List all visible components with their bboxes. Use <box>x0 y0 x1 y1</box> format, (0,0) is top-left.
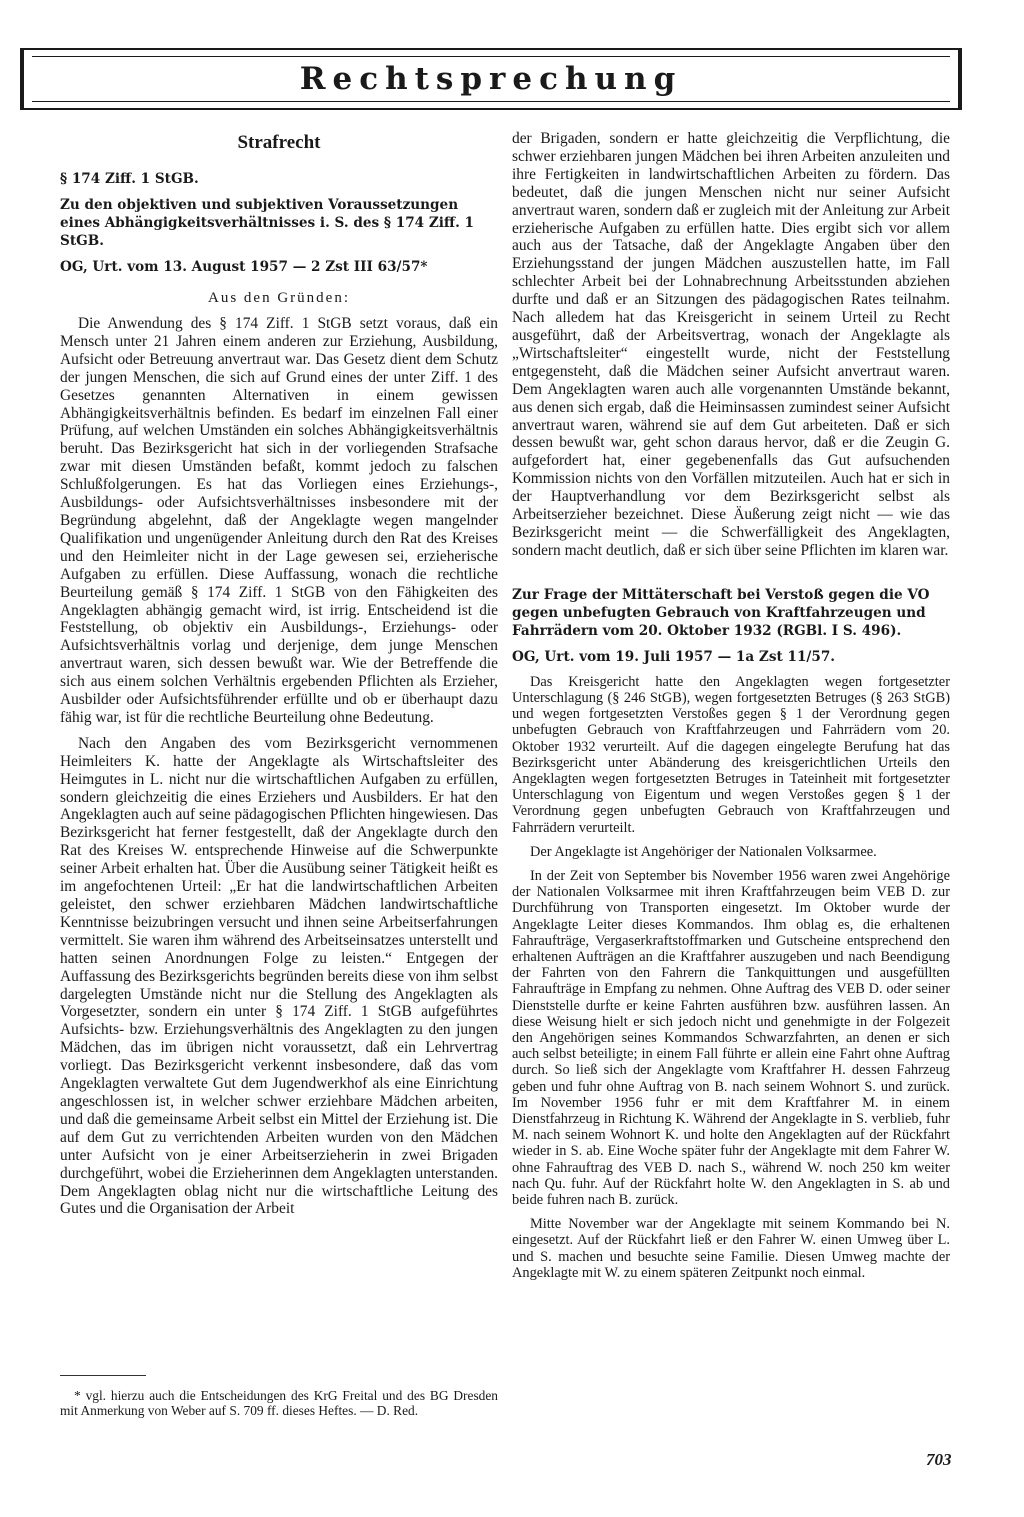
case2-paragraph-2: Der Angeklagte ist Angehöriger der Nationalen Volksarmee. <box>530 843 877 860</box>
footnote-rule <box>60 1375 146 1376</box>
right-column <box>512 130 950 1289</box>
left-column <box>60 126 498 1226</box>
case2-court-citation: OG, Urt. vom 19. Juli 1957 — 1a Zst 11/57. <box>512 648 836 665</box>
footnote: * vgl. hierzu auch die Entscheidungen des KrG Freital und des BG Dresden mit Anmerkung von Weber auf S. 709 ff. dieses Heftes. — D. Red. <box>60 1388 498 1418</box>
case1-headnote: Zu den objektiven und subjektiven Voraussetzungen eines Abhängigkeitsverhältnisses i. S. des § 174 Ziff. 1 StGB. <box>60 197 475 249</box>
case1-court-citation: OG, Urt. vom 13. August 1957 — 2 Zst III 63/57* <box>60 259 428 275</box>
case2-paragraph-1: Das Kreisgericht hatte den Angeklagten wegen fortgesetzter Unterschlagung (§ 246 StGB), wegen fortgesetzten Betruges (§ 263 StGB) und wegen fortgesetzten Verstoßes gegen § 1 der Verordnung gegen unbefugten Gebrauch von Kraftfahrzeugen und Fahrrädern vom 20. Oktober 1932 verurteilt. Auf die dagegen eingelegte Berufung hat das Bezirksgericht unter Abänderung des kreisgerichtlichen Urteils den Angeklagten wegen fortgesetzten Betruges in Tateinheit mit fortgesetzter Unterschlagung von Eigentum und wegen Verstoßes gegen § 1 der Verordnung gegen unbefugten Gebrauch von Kraftfahrzeugen und Fahrrädern verurteilt. <box>512 673 950 836</box>
case2-paragraph-3: In der Zeit von September bis November 1956 waren zwei Angehörige der Nationalen Volksarmee mit ihren Kraftfahrzeugen beim VEB D. zur Durchführung von Transporten eingesetzt. Im Oktober wurde der Angeklagte Leiter dieses Kommandos. Ihm oblag es, die erhaltenen Fahraufträge, Vergaserkraftstoffmarken und Gutscheine entsprechend den erhaltenen Aufträgen an die Kraftfahrer auszugeben und nach Beendigung der Fahrten von den Fahrern die Tankquittungen und ausgefüllten Fahraufträge in Empfang zu nehmen. Ohne Auftrag des VEB D. oder seiner Dienststelle durfte er keine Fahrten ausführen bzw. ausführen lassen. An diese Weisung hielt er sich jedoch nicht und genehmigte in der Folgezeit den Angehörigen seines Kommandos Schwarzfahrten, an denen er sich auch selbst beteiligte; in einem Fall führte er allein eine Fahrt ohne Auftrag durch. So ließ sich der Angeklagte vom Kraftfahrer H. dessen Fahrzeug geben und fuhr ohne Auftrag von B. nach seinem Wohnort S. und zurück. Im November 1956 fuhr er mit dem Kraftfahrer M. in einem Dienstfahrzeug in Richtung K. Während der Angeklagte in S. verblieb, fuhr M. nach seinem Wohnort K. und holte den Angeklagten auf der Rückfahrt wieder in S. ab. Eine Woche später fuhr der Angeklagte mit dem Fahrer W. ohne Fahrauftrag des VEB D. nach S., während W. noch 250 km weiter nach Qu. fuhr. Auf der Rückfahrt holte W. den Angeklagten in S. ab und beide fuhren nach B. zurück. <box>512 867 950 1209</box>
case1-paragraph-2: Nach den Angaben des vom Bezirksgericht vernommenen Heimleiters K. hatte der Angeklagte als Wirtschaftsleiter des Heimgutes in L. nicht nur die wirtschaftlichen Aufgaben zu erfüllen, sondern gleichzeitig die eines Erziehers und Ausbilders. Er hat den Angeklagten auch auf seine pädagogischen Pflichten hingewiesen. Das Bezirksgericht hat ferner festgestellt, daß der Angeklagte durch den Rat des Kreises W. entsprechende Hinweise auf die Schwerpunkte seiner Arbeit erhalten hat. Über die Ausübung seiner Tätigkeit heißt es im angefochtenen Urteil: „Er hat die landwirtschaftlichen Arbeiten geleistet, den schwer erziehbaren Mädchen landwirtschaftliche Kenntnisse beizubringen versucht und ihnen seine Arbeitserfahrungen vermittelt. Sie waren ihm während des Arbeitseinsatzes unterstellt und hatten seinen Anordnungen Folge zu leisten.“ Entgegen der Auffassung des Bezirksgerichts begründen bereits diese von ihm selbst dargelegten Umstände nicht nur die Stellung des Angeklagten als Vorgesetzter, sondern ein unter § 174 Ziff. 1 StGB aufgeführtes Aufsichts- bzw. Erziehungsverhältnis des Angeklagten zu den jungen Mädchen, das im übrigen nicht voraussetzt, daß ein Lehrvertrag vorliegt. Das Bezirksgericht verkennt insbesondere, daß das vom Angeklagten verwaltete Gut dem Jugendwerkhof als eine Einrichtung angeschlossen ist, in welcher schwer erziehbare Mädchen arbeiten, und daß die gemeinsame Arbeit selbst ein Mittel der Erziehung ist. Die auf dem Gut zu verrichtenden Arbeiten wurden von den Mädchen unter Aufsicht von je einer Arbeitserzieherin in zwei Brigaden durchgeführt, wobei die Erzieherinnen dem Angeklagten unterstanden. Dem Angeklagten oblag nicht nur die wirtschaftliche Leitung des Gutes und die Organisation der Arbeit <box>60 734 498 1218</box>
section-banner <box>20 48 962 110</box>
case1-law-ref: § 174 Ziff. 1 StGB. <box>60 171 199 187</box>
case2-paragraph-4: Mitte November war der Angeklagte mit seinem Kommando bei N. eingesetzt. Auf der Rückfahrt ließ er den Fahrer W. einen Umweg über L. und S. machen und besuchte seine Familie. Diesen Umweg machte der Angeklagte mit W. zu einem späteren Zeitpunkt noch einmal. <box>512 1216 950 1281</box>
case1-paragraph-1: Die Anwendung des § 174 Ziff. 1 StGB setzt voraus, daß ein Mensch unter 21 Jahren einem anderen zur Erziehung, Ausbildung, Aufsicht oder Betreuung anvertraut war. Das Gesetz dient dem Schutz der jungen Menschen, die sich auf Grund eines der unter Ziff. 1 des Gesetzes genannten Alternativen in einem gewissen Abhängigkeitsverhältnis befinden. Es bedarf im einzelnen Fall einer Prüfung, auf welchen Umständen ein solches Abhängigkeitsverhältnis beruht. Das Bezirksgericht hat sich in der vorliegenden Strafsache zwar mit diesen Umständen befaßt, kommt jedoch zu falschen Schlußfolgerungen. Es hat das Vorliegen eines Erziehungs-, Ausbildungs- oder Aufsichtsverhältnisses insbesondere mit der Begründung abgelehnt, daß der Angeklagte wegen mangelnder Qualifikation und ungenügender Anleitung durch den Rat des Kreises und den Heimleiter nicht in der Lage gewesen sei, erzieherische Aufgaben zu erfüllen. Diese Auffassung, wonach die rechtliche Beurteilung gemäß § 174 Ziff. 1 StGB von den Fähigkeiten des Angeklagten abhängig gemacht wird, ist irrig. Entscheidend ist die Feststellung, ob objektiv ein Ausbildungs-, Erziehungs- oder Aufsichtsverhältnis vorlag und derjenige, dem junge Menschen anvertraut waren, sich dessen bewußt war. Wie der Betreffende die sich aus einem solchen Verhältnis ergebenden Pflichten als Erzieher, Ausbilder oder Aufsichtsführender erfüllte und ob er überhaupt dazu fähig war, ist für die rechtliche Beurteilung ohne Bedeutung. <box>60 315 498 726</box>
banner-title: Rechtsprechung <box>299 61 683 97</box>
banner-inner-frame <box>32 56 950 102</box>
case1-paragraph-3: der Brigaden, sondern er hatte gleichzeitig die Verpflichtung, die schwer erziehbaren jungen Mädchen bei ihren Arbeiten anzuleiten und ihre Fertigkeiten in landwirtschaftlichen Arbeiten zu fördern. Das bedeutet, daß die jungen Menschen nicht nur seiner Aufsicht anvertraut waren, sondern daß er zugleich mit der Anleitung zur Arbeit erzieherische Aufgaben zu erfüllen hatte. Dies ergibt sich vor allem auch aus der Tatsache, daß der Angeklagte Angaben über den Erziehungsstand der jungen Mädchen auszustellen hatte, im Fall schlechter Arbeit bei der Lohnabrechnung Arbeitsstunden abziehen durfte und daß er an Sitzungen des pädagogischen Rates teilnahm. Nach alledem hat das Kreisgericht in seinem Urteil zu Recht ausgeführt, daß der Arbeitsvertrag, wonach der Angeklagte als „Wirtschaftsleiter“ eingestellt wurde, nicht der Feststellung entgegensteht, daß die Mädchen seiner Aufsicht anvertraut waren. Dem Angeklagten waren auch alle vorgenannten Umstände bekannt, aus denen sich ergab, daß die Heiminsassen zumindest seiner Aufsicht anvertraut waren, während sie auf dem Gut arbeiteten. Daß er sich dessen bewußt war, geht schon daraus hervor, daß er die Zeugin G. aufgefordert hat, einer gegebenenfalls das Gut aufsuchenden Kommission nichts von den Vorfällen mitzuteilen. Auch hat er sich in der Hauptverhandlung vor dem Bezirksgericht selbst als Arbeitserzieher bezeichnet. Diese Äußerung zeigt nicht — wie das Bezirksgericht meint — die Schwerfälligkeit des Angeklagten, sondern macht deutlich, daß er sich über seine Pflichten im klaren war. <box>512 130 950 559</box>
case2-headnote: Zur Frage der Mittäterschaft bei Verstoß gegen die VO gegen unbefugten Gebrauch von Kraftfahrzeugen und Fahrrädern vom 20. Oktober 1932 (RGBl. I S. 496). <box>512 586 930 639</box>
reasons-heading: Aus den Gründen: <box>208 290 350 306</box>
page-number: 703 <box>926 1450 952 1469</box>
section-title: Strafrecht <box>237 132 321 153</box>
